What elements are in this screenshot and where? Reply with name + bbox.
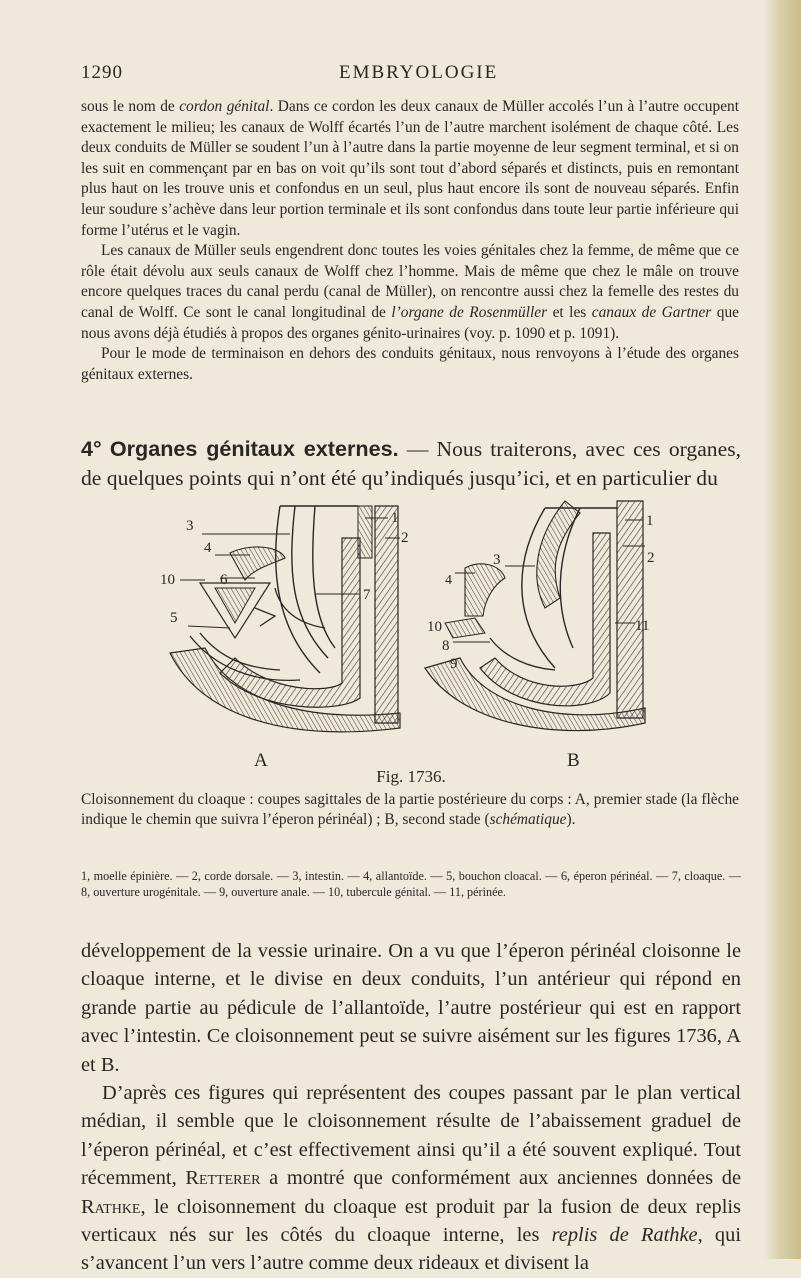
figure-label-b: B — [567, 750, 580, 771]
text-segment: Cloisonnement du cloaque : coupes sagittales de la partie postérieure du corps : A, premier stade (la flèche indique le chemin que suivra l’éperon périnéal) ; B, second stade ( — [81, 791, 739, 829]
text-segment: Les canaux de Müller seuls engendrent donc toutes les voies génitales chez la femme, de même que ce rôle était dévolu aux seuls canaux de Wolff chez l’homme. Mais de même que chez le mâle on trouve encore quelques traces du canal perdu (canal de Müller), on rencontre aussi chez la femelle des restes du canal de Wolff. Ce sont le canal longitudinal de — [81, 242, 739, 321]
section-lead-text: — Nous traiterons, avec ces organes, de quelques points qui n’ont été qu’indiqués jusqu’ici, et en particulier du — [81, 437, 741, 490]
text-segment: a montré que conformément aux anciennes données de — [260, 1167, 741, 1190]
text-segment: développement de la vessie urinaire. On a vu que l’éperon périnéal cloisonne le cloaque interne, et le divise en deux conduits, l’un antérieur qui répond en grande partie au pédicule de l’allantoïde, l’autre postérieur qui est en rapport avec l’intestin. Ce cloisonnement peut se suivre aisément sur les figures 1736, A et B. — [81, 940, 741, 1076]
figure-a-label-5: 5 — [170, 610, 178, 626]
text-segment: , qui s’avancent l’un vers l’autre comme deux rideaux et divisent la — [81, 1224, 741, 1275]
text-segment: l’organe de Rosenmüller — [391, 303, 548, 321]
text-segment: canaux de Gartner — [591, 303, 712, 321]
figure-legend: 1, moelle épinière. — 2, corde dorsale. — 3, intestin. — 4, allantoïde. — 5, bouchon cloacal. — 6, éperon périnéal. — 7, cloaque. — 8, ouverture urogénitale. — 9, ouverture anale. — 10, tubercule génital. — 11, périnée. — [81, 869, 741, 899]
intro-paragraph-1 — [81, 97, 739, 241]
text-segment: et les — [547, 303, 592, 321]
figure-b-label-9: 9 — [450, 656, 458, 672]
text-segment: sous le nom de — [81, 98, 180, 115]
figure-a-label-1: 1 — [391, 510, 399, 526]
figure-illustration — [160, 498, 680, 748]
section-b-drawing — [425, 501, 655, 731]
figure-b-label-11: 11 — [635, 618, 650, 634]
figure-caption — [81, 790, 739, 831]
body-paragraph-2 — [81, 1079, 741, 1278]
section-number: 4° — [81, 436, 102, 461]
text-segment: cordon génital — [179, 98, 270, 115]
body-paragraph-1 — [81, 937, 741, 1079]
page-number: 1290 — [81, 62, 123, 83]
intro-paragraph-3 — [81, 344, 739, 385]
figure-1736 — [160, 498, 680, 748]
text-segment: ). — [566, 811, 576, 829]
figure-a-label-10: 10 — [160, 572, 175, 588]
figure-b-label-1: 1 — [646, 513, 654, 529]
text-segment: D’après ces figures qui représentent des coupes passant par le plan vertical médian, il semble que le cloisonnement résulte de l’abaissement graduel de l’éperon périnéal, et c’est effectivement ainsi qu’il a été souvent expliqué. Tout récemment, — [81, 1082, 741, 1190]
page-edge-shadow — [763, 0, 801, 1259]
figure-a-label-4: 4 — [204, 540, 212, 556]
figure-b-label-2: 2 — [647, 550, 655, 566]
section-heading — [81, 434, 741, 493]
running-title: EMBRYOLOGIE — [339, 62, 499, 83]
text-segment: . Dans ce cordon les deux canaux de Müller accolés l’un à l’autre occupent exactement le milieu; les canaux de Wolff écartés l’un de l’autre marchent isolément de chaque côté. Les deux conduits de Müller se soudent l’un à l’autre dans la partie moyenne de leur segment terminal, et si on les suit en commençant par en bas on voit qu’ils sont tout d’abord séparés et distincts, puis en remontant plus haut on les trouve unis et confondus en un seul, plus haut encore ils sont de nouveau séparés. Enfin leur soudure s’achève dans leur portion terminale et ils sont confondus dans toute leur partie inférieure qui forme l’utérus et le vagin. — [81, 98, 739, 239]
figure-label-a: A — [254, 750, 268, 771]
intro-paragraph-2 — [81, 241, 739, 344]
figure-a-label-6: 6 — [220, 572, 228, 588]
figure-b-label-10: 10 — [427, 619, 442, 635]
text-segment: que nous avons déjà étudiés à propos des organes génito-urinaires (voy. p. 1090 et p. 1091). — [81, 303, 739, 342]
figure-b-label-4: 4 — [445, 573, 452, 588]
figure-a-label-3: 3 — [186, 518, 194, 534]
text-segment: replis de Rathke — [551, 1224, 698, 1247]
intro-text — [81, 97, 739, 385]
figure-b-label-8: 8 — [442, 638, 450, 654]
text-segment: Rathke — [81, 1195, 141, 1218]
section-a-drawing — [160, 506, 409, 732]
figure-a-label-2: 2 — [401, 530, 409, 546]
section-title: Organes génitaux externes. — [109, 436, 399, 461]
page-header — [81, 62, 741, 92]
body-text — [81, 937, 741, 1278]
figure-a-label-7: 7 — [363, 587, 371, 603]
figure-b-label-3: 3 — [493, 552, 501, 568]
text-segment: schématique — [489, 811, 567, 829]
text-segment: , le cloisonnement du cloaque est produit par la fusion de deux replis verticaux nés sur les côtés du cloaque interne, les — [81, 1195, 741, 1247]
figure-number: Fig. 1736. — [376, 767, 446, 786]
text-segment: Retterer — [185, 1167, 261, 1190]
text-segment: Pour le mode de terminaison en dehors des conduits génitaux, nous renvoyons à l’étude des organes génitaux externes. — [81, 345, 739, 383]
